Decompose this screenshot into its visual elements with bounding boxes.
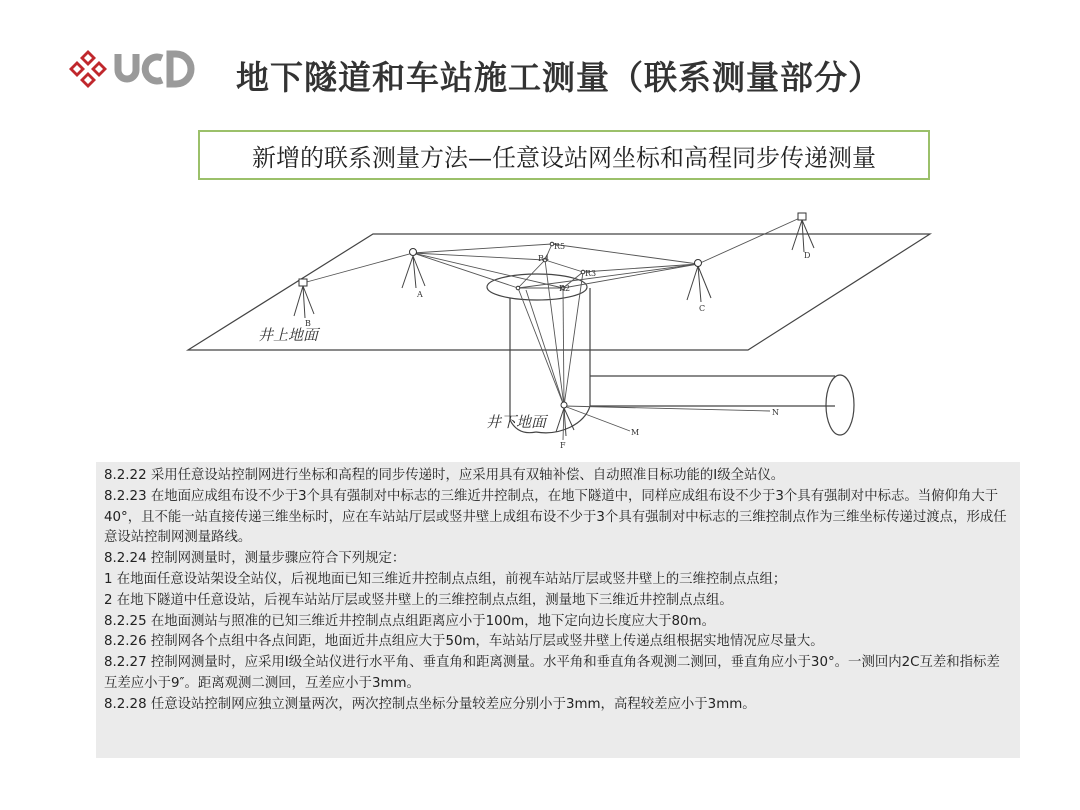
label-c: C bbox=[699, 304, 706, 313]
spec-line-8-2-28: 8.2.28 任意设站控制网应独立测量两次，两次控制点坐标分量较差应分别小于3mm，高程较差应小于3mm。 bbox=[104, 696, 756, 712]
instrument-a bbox=[410, 249, 417, 256]
survey-diagram-svg bbox=[180, 200, 940, 460]
spec-text-box bbox=[96, 462, 1020, 758]
target-r1 bbox=[516, 286, 520, 290]
page-title: 地下隧道和车站施工测量（联系测量部分） bbox=[236, 58, 882, 97]
subtitle-frame bbox=[198, 130, 930, 180]
spec-line-8-2-25: 8.2.25 在地面测站与照准的已知三维近井控制点点组距离应小于100m，地下定向边长度应大于80m。 bbox=[104, 613, 715, 629]
shaft-top bbox=[487, 274, 587, 300]
label-b: B bbox=[305, 319, 311, 328]
label-surface: 井上地面 bbox=[258, 326, 319, 344]
tripod-b bbox=[294, 286, 314, 318]
label-m: M bbox=[631, 428, 640, 437]
instruments bbox=[299, 213, 806, 408]
label-r5: R5 bbox=[554, 242, 566, 251]
label-underground: 井下地面 bbox=[486, 413, 547, 431]
prism-b bbox=[299, 279, 307, 286]
instrument-c bbox=[695, 260, 702, 267]
label-r2: R2 bbox=[559, 284, 571, 293]
spec-line-8-2-22: 8.2.22 采用任意设站控制网进行坐标和高程的同步传递时，应采用具有双轴补偿、自动照准目标功能的Ⅰ级全站仪。 bbox=[104, 468, 785, 483]
prism-d bbox=[798, 213, 806, 220]
spec-line-step-2: 2 在地下隧道中任意设站，后视车站站厅层或竖井壁上的三维控制点点组，测量地下三维近井控制点点组。 bbox=[104, 592, 733, 608]
ucd-logo-graphic bbox=[66, 44, 196, 96]
tripod-d bbox=[792, 220, 814, 252]
tripod-c bbox=[687, 266, 711, 302]
label-n: N bbox=[772, 408, 779, 417]
spec-line-8-2-24: 8.2.24 控制网测量时，测量步骤应符合下列规定： bbox=[104, 551, 406, 567]
ucd-logo bbox=[66, 44, 196, 96]
subtitle-text: 新增的联系测量方法—任意设站网坐标和高程同步传递测量 bbox=[252, 143, 876, 172]
label-a: A bbox=[417, 290, 423, 299]
tunnel-end bbox=[826, 375, 854, 435]
spec-line-8-2-27: 8.2.27 控制网测量时，应采用Ⅰ级全站仪进行水平角、垂直角和距离测量。水平角和垂直角各观测二测回，垂直角应小于30°。一测回内2C互差和指标差互差应小于9″。距离观测二测回，互差应小于3mm。 bbox=[104, 655, 1000, 691]
survey-diagram bbox=[180, 200, 940, 460]
spec-line-8-2-26: 8.2.26 控制网各个点组中各点间距，地面近井点组应大于50m，车站站厅层或竖井壁上传递点组根据实地情况应尽量大。 bbox=[104, 634, 824, 650]
instrument-underground bbox=[561, 402, 567, 408]
label-f: F bbox=[560, 441, 566, 450]
label-r3: R3 bbox=[585, 269, 597, 278]
spec-line-step-1: 1 在地面任意设站架设全站仪，后视地面已知三维近井控制点点组，前视车站站厅层或竖井壁上的三维控制点点组； bbox=[104, 571, 787, 587]
label-d: D bbox=[804, 251, 811, 260]
tripod-a bbox=[402, 256, 425, 288]
tunnel-body bbox=[536, 376, 835, 433]
spec-line-8-2-23: 8.2.23 在地面应成组布设不少于3个具有强制对中标志的三维近井控制点，在地下隧道中，同样应成组布设不少于3个具有强制对中标志。当俯仰角大于40°，且不能一站直接传递三维坐标时，应在车站站厅层或竖井壁上成组布设不少于3个具有强制对中标志的三维控制点作为三维坐标传递过渡点，形成任意设站控制网测量路线。 bbox=[104, 488, 1007, 546]
label-r4: R4 bbox=[538, 254, 550, 263]
